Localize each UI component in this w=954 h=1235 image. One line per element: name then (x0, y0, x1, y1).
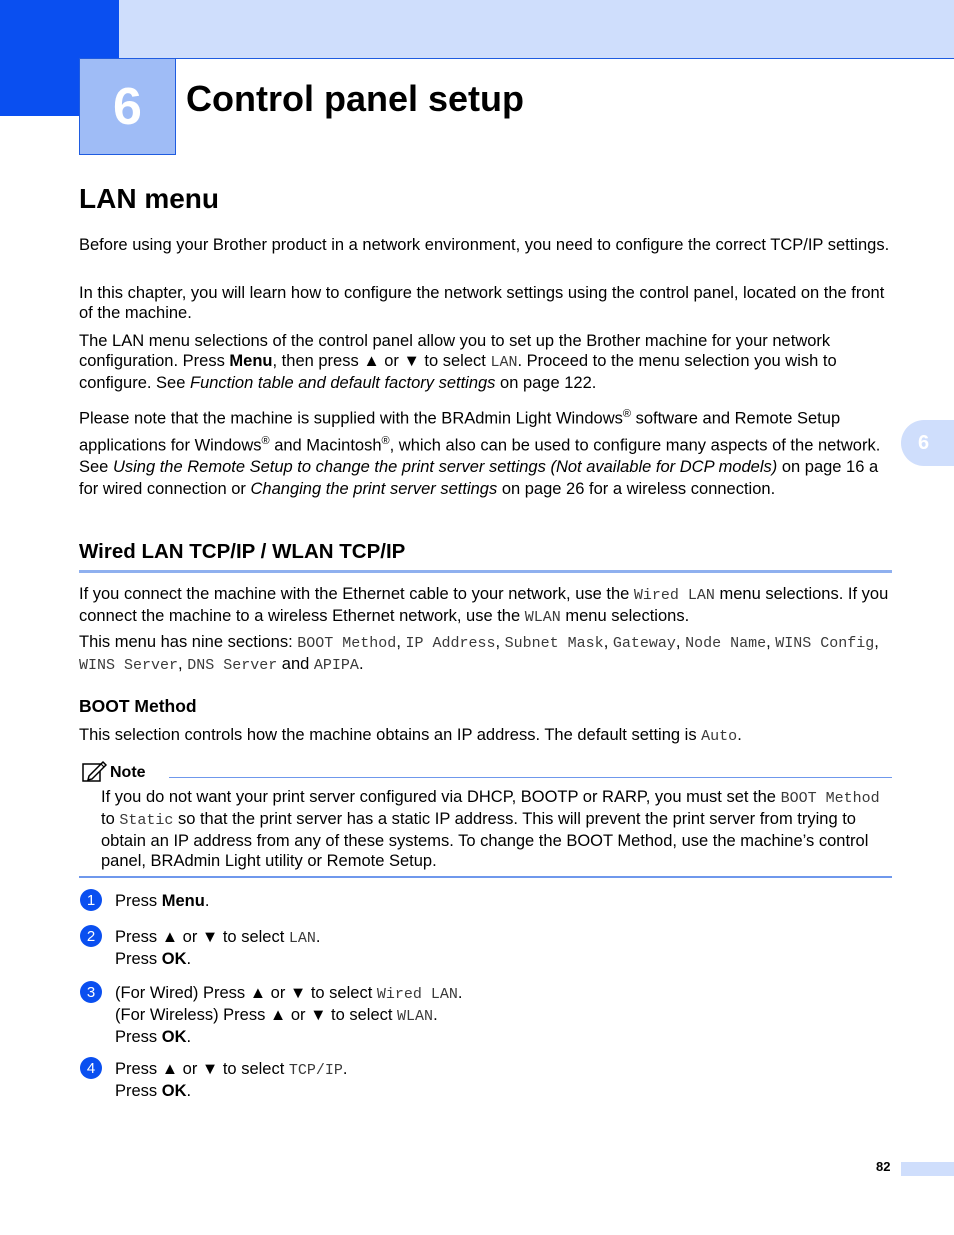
lan-code: LAN (490, 354, 518, 371)
chapter-side-tab[interactable] (901, 420, 954, 466)
side-tab-label: 6 (917, 431, 930, 454)
intro-paragraph-1: Before using your Brother product in a network environment, you need to configure the correct TCP/IP settings. (79, 236, 890, 254)
step-number-4: 4 (80, 1057, 102, 1079)
intro-paragraph-2: In this chapter, you will learn how to configure the network settings using the control panel, located on the front of the machine. (79, 284, 885, 322)
cross-reference-link[interactable]: Changing the print server settings (250, 480, 498, 498)
footer-bar (901, 1162, 954, 1176)
note-pencil-icon (81, 759, 107, 783)
step-3-text: (For Wired) Press ▲ or ▼ to select Wired LAN. (For Wireless) Press ▲ or ▼ to select WLAN. Press OK. (115, 984, 463, 1046)
header-band (0, 0, 954, 59)
boot-method-title: BOOT Method (79, 696, 197, 716)
boot-method-paragraph: This selection controls how the machine obtains an IP address. The default setting is Auto. (79, 726, 742, 745)
step-number-2: 2 (80, 925, 102, 947)
step-number-3: 3 (80, 981, 102, 1003)
step-number-1: 1 (80, 889, 102, 911)
note-top-rule (169, 777, 892, 778)
step-4-text: Press ▲ or ▼ to select TCP/IP. Press OK. (115, 1060, 348, 1100)
note-label: Note (110, 764, 146, 781)
note-bottom-rule (79, 876, 892, 878)
cross-reference-link[interactable]: Using the Remote Setup to change the print server settings (Not available for DCP models) (112, 458, 778, 476)
cross-reference-link[interactable]: Function table and default factory settings (190, 374, 496, 392)
subsection-paragraph-2: This menu has nine sections: BOOT Method, IP Address, Subnet Mask, Gateway, Node Name, WINS Config, WINS Server, DNS Server and APIPA. (79, 633, 879, 674)
menu-key: Menu (229, 352, 273, 370)
intro-paragraph-3: The LAN menu selections of the control panel allow you to set up the Brother machine for your network configuration. Press Menu, then press ▲ or ▼ to select LAN. Proceed to the menu selection you wish to configure. See Function table and default factory settings on page 122. (79, 332, 837, 392)
step-2-text: Press ▲ or ▼ to select LAN. Press OK. (115, 928, 321, 968)
note-body: If you do not want your print server configured via DHCP, BOOTP or RARP, you must set the BOOT Method to Static so that the print server has a static IP address. This will prevent the print server from trying to obtain an IP address from any of these systems. To change the BOOT Method, use the machine’s control panel, BRAdmin Light utility or Remote Setup. (101, 788, 880, 870)
chapter-number: 6 (113, 77, 142, 136)
subsection-rule (79, 570, 892, 573)
section-title: LAN menu (79, 183, 219, 214)
chapter-title: Control panel setup (186, 78, 525, 119)
subsection-title: Wired LAN TCP/IP / WLAN TCP/IP (79, 540, 406, 563)
intro-paragraph-4: Please note that the machine is supplied with the BRAdmin Light Windows® software and Remote Setup applications for Windows® and Macintosh®, which also can be used to configure many aspects of the network. See Using the Remote Setup to change the print server settings (Not available for DCP models) on page 16 a for wired connection or Changing the print server settings on page 26 for a wireless connection. (79, 408, 881, 498)
chapter-number-box (79, 58, 176, 155)
page-number: 82 (876, 1159, 891, 1174)
step-1-text: Press Menu. (115, 892, 210, 910)
subsection-paragraph-1: If you connect the machine with the Ethernet cable to your network, use the Wired LAN menu selections. If you connect the machine to a wireless Ethernet network, use the WLAN menu selections. (79, 585, 889, 626)
